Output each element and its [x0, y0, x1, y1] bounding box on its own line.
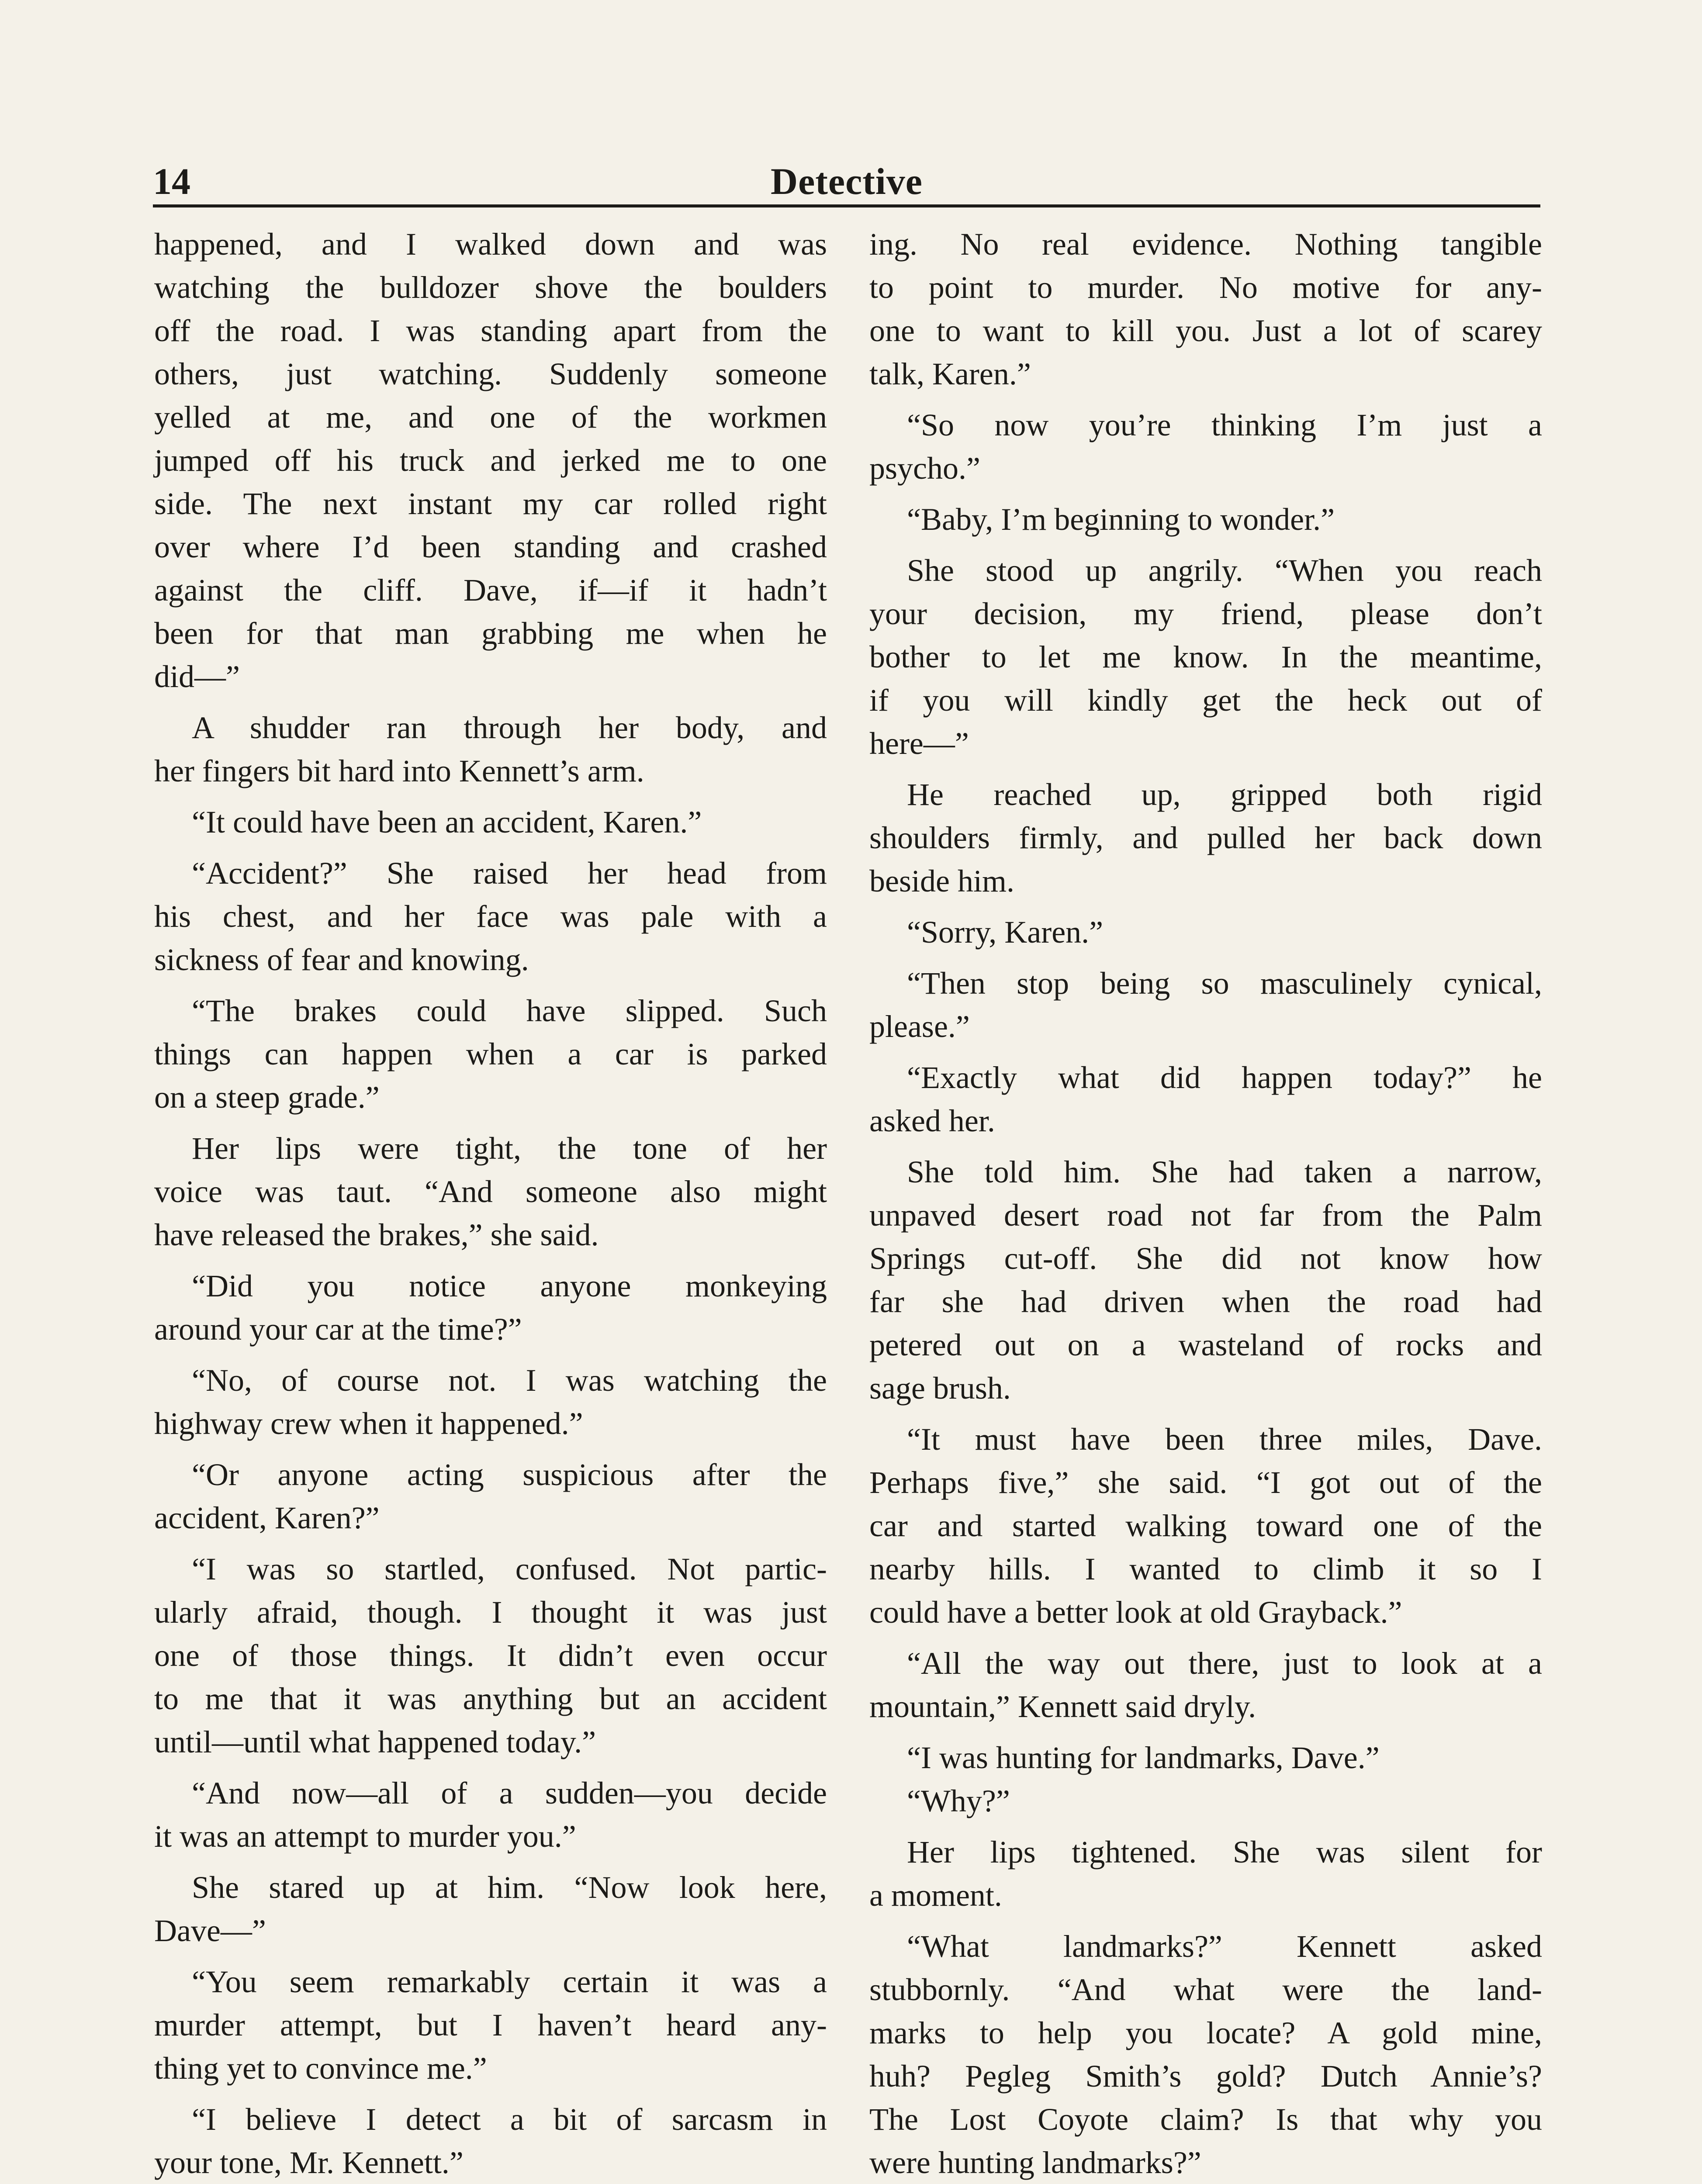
text-line: “It must have been three miles, Dave. [907, 1422, 1542, 1457]
text-line: “It could have been an accident, Karen.” [192, 805, 702, 840]
text-line: her fingers bit hard into Kennett’s arm. [154, 753, 644, 788]
text-line: car and started walking toward one of the [869, 1508, 1542, 1543]
text-line: The Lost Coyote claim? Is that why you [869, 2102, 1542, 2137]
text-line: Her lips tightened. She was silent for [907, 1835, 1542, 1870]
text-line: Perhaps five,” she said. “I got out of the [869, 1465, 1542, 1500]
text-line: “No, of course not. I was watching the [192, 1363, 827, 1398]
text-line: ularly afraid, though. I thought it was just [154, 1595, 827, 1630]
text-line: murder attempt, but I haven’t heard any- [154, 2008, 827, 2042]
text-line: accident, Karen?” [154, 1500, 380, 1535]
text-line: to point to murder. No motive for any- [869, 270, 1542, 305]
text-line: others, just watching. Suddenly someone [154, 356, 827, 391]
page-title: Detective [771, 160, 923, 202]
text-line: your decision, my friend, please don’t [869, 596, 1542, 631]
text-line: psycho.” [869, 451, 980, 486]
text-line: asked her. [869, 1103, 995, 1138]
text-line: if you will kindly get the heck out of [869, 683, 1542, 718]
text-line: She told him. She had taken a narrow, [907, 1154, 1542, 1189]
text-line: until—until what happened today.” [154, 1724, 596, 1759]
text-line: against the cliff. Dave, if—if it hadn’t [154, 573, 827, 608]
text-line: over where I’d been standing and crashed [154, 529, 827, 564]
text-line: jumped off his truck and jerked me to one [154, 443, 827, 478]
text-line: to me that it was anything but an accident [154, 1681, 827, 1716]
text-line: “And now—all of a sudden—you decide [192, 1776, 827, 1811]
text-line: watching the bulldozer shove the boulders [154, 270, 827, 305]
text-line: “All the way out there, just to look at a [907, 1646, 1542, 1681]
text-line: “I was hunting for landmarks, Dave.” [907, 1740, 1380, 1775]
text-line: “Baby, I’m beginning to wonder.” [907, 502, 1335, 537]
text-line: have released the brakes,” she said. [154, 1217, 599, 1252]
page-number: 14 [153, 160, 190, 202]
text-line: things can happen when a car is parked [154, 1037, 827, 1071]
text-line: She stood up angrily. “When you reach [907, 553, 1542, 588]
text-line: talk, Karen.” [869, 356, 1031, 391]
text-line: Springs cut-off. She did not know how [869, 1241, 1542, 1276]
text-line: it was an attempt to murder you.” [154, 1819, 576, 1854]
text-line: “Sorry, Karen.” [907, 915, 1104, 950]
text-line: bother to let me know. In the meantime, [869, 639, 1542, 674]
text-line: Her lips were tight, the tone of her [192, 1131, 827, 1166]
running-head [153, 157, 1540, 205]
text-line: Dave—” [154, 1913, 266, 1948]
text-line: beside him. [869, 864, 1014, 898]
text-line: were hunting landmarks?” [869, 2145, 1201, 2180]
text-line: ing. No real evidence. Nothing tangible [869, 227, 1542, 262]
text-line: your tone, Mr. Kennett.” [154, 2145, 464, 2180]
text-line: been for that man grabbing me when he [154, 616, 827, 651]
text-line: “Then stop being so masculinely cynical, [907, 966, 1542, 1001]
text-line: could have a better look at old Grayback.” [869, 1595, 1402, 1630]
left-column [154, 223, 827, 2184]
text-line: one of those things. It didn’t even occur [154, 1638, 827, 1673]
text-line: She stared up at him. “Now look here, [192, 1870, 827, 1905]
text-line: “Or anyone acting suspicious after the [192, 1457, 827, 1492]
text-line: shoulders firmly, and pulled her back down [869, 820, 1542, 855]
text-line: happened, and I walked down and was [154, 227, 827, 262]
header-rule [153, 204, 1540, 207]
text-line: off the road. I was standing apart from the [154, 313, 827, 348]
text-line: nearby hills. I wanted to climb it so I [869, 1552, 1542, 1586]
text-line: highway crew when it happened.” [154, 1406, 583, 1441]
text-line: please.” [869, 1009, 970, 1044]
right-column [869, 223, 1542, 2184]
text-line: A shudder ran through her body, and [192, 710, 827, 745]
text-line: He reached up, gripped both rigid [907, 777, 1542, 812]
text-line: around your car at the time?” [154, 1312, 522, 1347]
text-line: “I believe I detect a bit of sarcasm in [192, 2102, 827, 2137]
text-line: “The brakes could have slipped. Such [192, 993, 827, 1028]
text-line: “I was so startled, confused. Not partic- [192, 1552, 827, 1586]
text-line: “Accident?” She raised her head from [192, 856, 827, 891]
text-line: sage brush. [869, 1371, 1011, 1406]
text-line: “Exactly what did happen today?” he [907, 1060, 1542, 1095]
text-line: his chest, and her face was pale with a [154, 899, 827, 934]
text-line: “Why?” [907, 1783, 1010, 1818]
text-line: a moment. [869, 1878, 1002, 1913]
text-line: petered out on a wasteland of rocks and [869, 1327, 1542, 1362]
text-line: on a steep grade.” [154, 1080, 380, 1115]
text-line: stubbornly. “And what were the land- [869, 1972, 1542, 2007]
text-line: sickness of fear and knowing. [154, 942, 529, 977]
text-line: “So now you’re thinking I’m just a [907, 408, 1542, 442]
text-line: far she had driven when the road had [869, 1284, 1542, 1319]
text-line: side. The next instant my car rolled right [154, 486, 827, 521]
text-line: “What landmarks?” Kennett asked [907, 1929, 1542, 1964]
text-line: “Did you notice anyone monkeying [192, 1268, 827, 1303]
text-line: one to want to kill you. Just a lot of scarey [869, 313, 1542, 348]
text-line: yelled at me, and one of the workmen [154, 400, 827, 435]
text-line: huh? Pegleg Smith’s gold? Dutch Annie’s? [869, 2059, 1542, 2094]
text-line: here—” [869, 726, 969, 761]
text-line: unpaved desert road not far from the Palm [869, 1198, 1542, 1233]
text-line: marks to help you locate? A gold mine, [869, 2015, 1542, 2050]
text-line: mountain,” Kennett said dryly. [869, 1689, 1256, 1724]
text-line: “You seem remarkably certain it was a [192, 1964, 827, 1999]
text-line: voice was taut. “And someone also might [154, 1174, 827, 1209]
text-line: thing yet to convince me.” [154, 2051, 487, 2086]
text-line: did—” [154, 659, 240, 694]
